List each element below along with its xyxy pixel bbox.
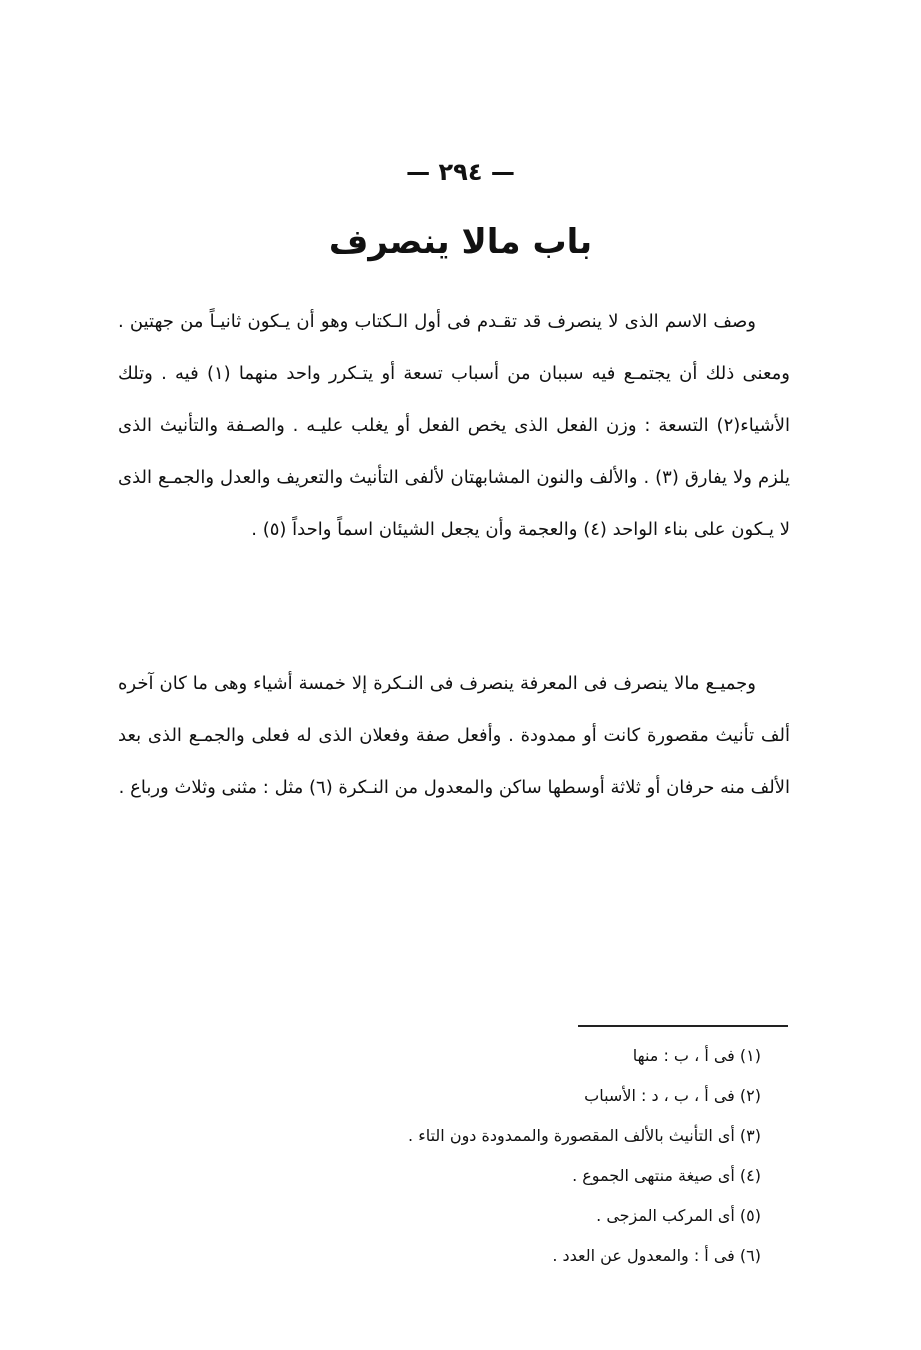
paragraph-text: وصف الاسم الذى لا ينصرف قد تقـدم فى أول الـكتاب وهو أن يـكون ثانيـاً من جهتين . ومعنى ذلك أن يجتمـع فيه سببان من أسباب تسعة أو يتـكرر واحد منهما (١) فيه . وتلك الأشياء(٢) التسعة : وزن الفعل الذى يخص الفعل أو يغلب عليـه . والصـفة والتأنيث الذى يلزم ولا يفارق (٣) . والألف والنون المشابهتان لألفى التأنيث والتعريف والعدل والجمـع الذى لا يـكون على بناء الواحد (٤) والعجمة وأن يجعل الشيئان اسماً واحداً (٥) . — [118, 311, 790, 540]
chapter-title: باب مالا ينصرف — [328, 222, 593, 262]
page-number: — ٢٩٤ — — [406, 158, 515, 186]
footnote-1: (١) فى أ ، ب : منها — [632, 1046, 761, 1065]
footnote-6: (٦) فى أ : والمعدول عن العدد . — [552, 1246, 761, 1265]
paragraph-2 — [118, 658, 790, 814]
footnote-5: (٥) أى المركب المزجى . — [596, 1206, 761, 1225]
paragraph-1 — [118, 296, 790, 556]
footnote-3: (٣) أى التأنيث بالألف المقصورة والممدودة دون التاء . — [408, 1126, 761, 1145]
footnote-divider — [578, 1025, 788, 1027]
paragraph-text: وجميـع مالا ينصرف فى المعرفة ينصرف فى النـكرة إلا خمسة أشياء وهى ما كان آخره ألف تأنيث مقصورة كانت أو ممدودة . وأفعل صفة وفعلان الذى له فعلى والجمـع الذى بعد الألف منه حرفان أو ثلاثة أوسطها ساكن والمعدول من النـكرة (٦) مثل : مثنى وثلاث ورباع . — [118, 673, 790, 798]
footnote-4: (٤) أى صيغة منتهى الجموع . — [572, 1166, 761, 1185]
footnotes — [241, 1036, 761, 1276]
footnote-2: (٢) فى أ ، ب ، د : الأسباب — [584, 1086, 761, 1105]
